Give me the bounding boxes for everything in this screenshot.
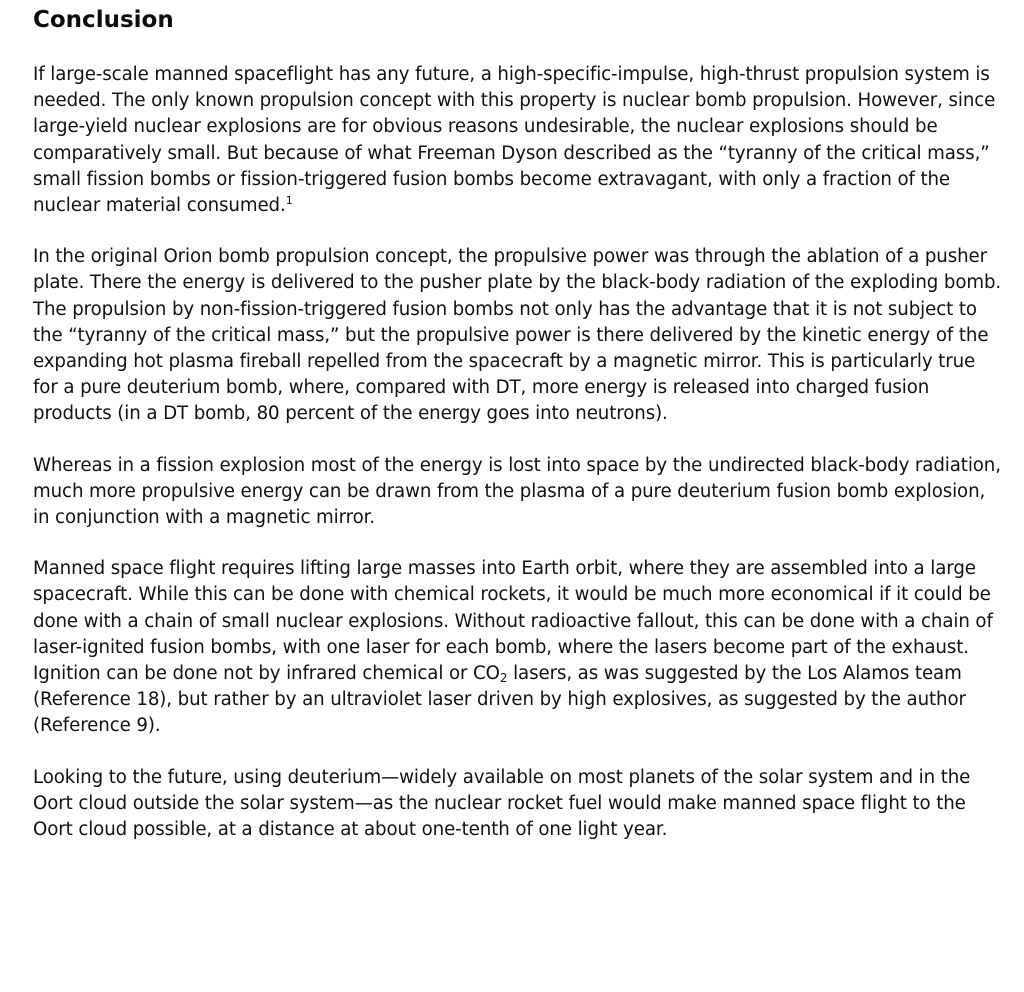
paragraph-2: In the original Orion bomb propulsion concept, the propulsive power was through the ablation of a pusher plate. There the energy is delivered to the pusher plate by the black-body radiation of the exploding bomb. The propulsion by non-fission-triggered fusion bombs not only has the advantage that it is not subject to the “tyranny of the critical mass,” but the propulsive power is there delivered by the kinetic energy of the expanding hot plasma fireball repelled from the spacecraft by a magnetic mirror. This is particularly true for a pure deuterium bomb, where, compared with DT, more energy is released into charged fusion products (in a DT bomb, 80 percent of the energy goes into neutrons). xyxy=(33,246,1002,425)
paragraph-4-text-after: lasers, as was suggested by the Los Alamos team (Reference 18), but rather by an ultraviolet laser driven by high explosives, as suggested by the author (Reference 9). xyxy=(33,663,966,737)
paragraph-1 xyxy=(33,62,1003,219)
paragraph-4 xyxy=(33,556,1003,739)
footnote-marker: 1 xyxy=(285,194,293,208)
paragraph-1-text: If large-scale manned spaceflight has any future, a high-specific-impulse, high-thrust propulsion system is needed. The only known propulsion concept with this property is nuclear bomb propulsion. However, since large-yield nuclear explosions are for obvious reasons undesirable, the nuclear explosions should be comparatively small. But because of what Freeman Dyson described as the “tyranny of the critical mass,” small fission bombs or fission-triggered fusion bombs become extravagant, with only a fraction of the nuclear material consumed. xyxy=(33,64,996,217)
paragraph-4-text-before: Manned space flight requires lifting large masses into Earth orbit, where they are assembled into a large spacecraft. While this can be done with chemical rockets, it would be much more economical if it could be done with a chain of small nuclear explosions. Without radioactive fallout, this can be done with a chain of laser-ignited fusion bombs, with one laser for each bomb, where the lasers become part of the exhaust. Ignition can be done not by infrared chemical or CO xyxy=(33,558,993,685)
section-heading: Conclusion xyxy=(33,7,174,33)
co2-subscript: 2 xyxy=(499,671,508,686)
document-page xyxy=(33,0,1003,868)
paragraph-5: Looking to the future, using deuterium—widely available on most planets of the solar system and in the Oort cloud outside the solar system—as the nuclear rocket fuel would make manned space flight to the Oort cloud possible, at a distance at about one-tenth of one light year. xyxy=(33,766,971,841)
paragraph-3: Whereas in a fission explosion most of the energy is lost into space by the undirected black-body radiation, much more propulsive energy can be drawn from the plasma of a pure deuterium fusion bomb explosion, in conjunction with a magnetic mirror. xyxy=(33,454,1001,529)
document-body xyxy=(33,62,1003,843)
